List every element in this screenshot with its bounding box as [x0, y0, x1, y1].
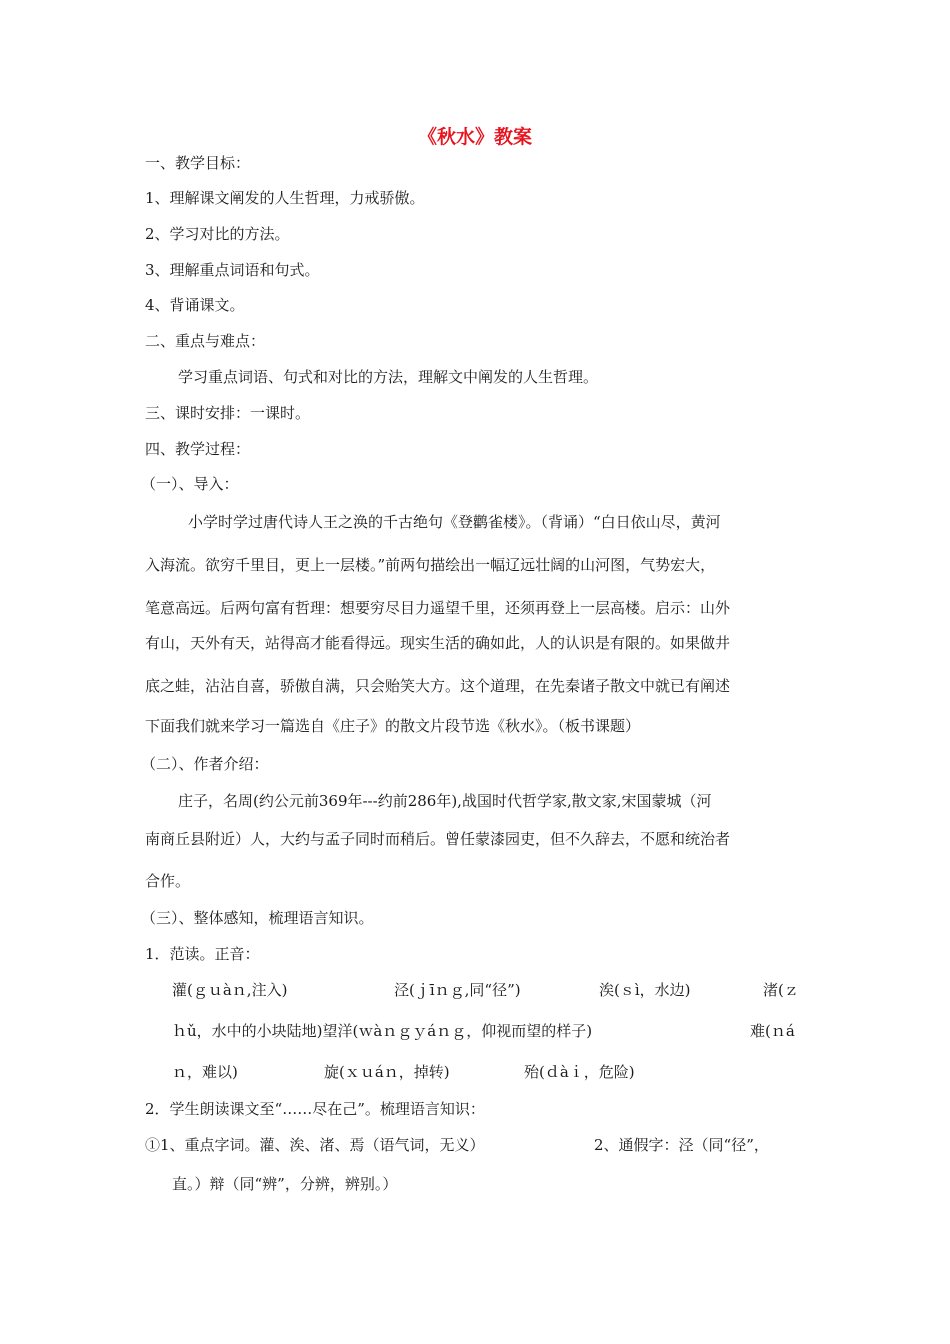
- author-line: 庄子，名周(约公元前369年---约前286年),战国时代哲学家,散文家,宋国蒙城（河: [178, 792, 712, 810]
- knowledge-loan-continued: 直。）辩（同“辨”，分辨，辨别。）: [172, 1175, 398, 1193]
- pinyin-zhu-start: 渚(ｚ: [763, 981, 799, 999]
- pinyin-zhu-wangyang: ｈǔ，水中的小块陆地)望洋(ｗàｎｇｙáｎｇ，仰视而望的样子): [172, 1022, 593, 1040]
- author-line: 合作。: [145, 872, 191, 890]
- pinyin-nan-start: 难(ｎá: [750, 1022, 795, 1040]
- subsection-heading-author: （二）、作者介绍：: [141, 755, 269, 773]
- intro-line: 底之蛙，沾沾自喜，骄傲自满，只会贻笑大方。这个道理，在先秦诸子散文中就已有阐述: [145, 677, 731, 695]
- subsection-heading-overall: （三）、整体感知，梳理语言知识。: [141, 909, 374, 927]
- key-points-text: 学习重点词语、句式和对比的方法，理解文中阐发的人生哲理。: [178, 368, 599, 386]
- section-heading-objectives: 一、教学目标：: [145, 154, 251, 172]
- pinyin-xuan: 旋(ｘｕáｎ，掉转): [324, 1063, 450, 1081]
- knowledge-key-words: ①1、重点字词。灌、涘、渚、焉（语气词，无义）: [145, 1136, 485, 1154]
- pinyin-jing: 泾(ｊīｎｇ,同“径”): [394, 981, 521, 999]
- step-reading: 1．范读。正音：: [145, 945, 260, 963]
- section-heading-key-points: 二、重点与难点：: [145, 332, 266, 350]
- section-heading-process: 四、教学过程：: [145, 440, 251, 458]
- intro-line: 有山，天外有天，站得高才能看得远。现实生活的确如此，人的认识是有限的。如果做井: [145, 634, 731, 652]
- pinyin-dai: 殆(ｄàｉ，危险): [524, 1063, 635, 1081]
- objective-item: 4、背诵课文。: [145, 296, 245, 314]
- document-title: 《秋水》教案: [417, 126, 532, 148]
- pinyin-guan: 灌(ｇｕàｎ,注入): [172, 981, 288, 999]
- subsection-heading-intro: （一）、导入：: [141, 475, 239, 493]
- objective-item: 3、理解重点词语和句式。: [145, 261, 320, 279]
- intro-line: 小学时学过唐代诗人王之涣的千古绝句《登鹳雀楼》。（背诵）“白日依山尽，黄河: [188, 513, 721, 531]
- objective-item: 2、学习对比的方法。: [145, 225, 290, 243]
- intro-line: 下面我们就来学习一篇选自《庄子》的散文片段节选《秋水》。（板书课题）: [145, 717, 641, 735]
- pinyin-nan-end: ｎ，难以): [172, 1063, 238, 1081]
- pinyin-si: 涘(ｓì，水边): [599, 981, 691, 999]
- intro-line: 入海流。欲穷千里目，更上一层楼。”前两句描绘出一幅辽远壮阔的山河图，气势宏大，: [145, 556, 716, 574]
- author-line: 南商丘县附近）人，大约与孟子同时而稍后。曾任蒙漆园吏，但不久辞去，不愿和统治者: [145, 830, 731, 848]
- knowledge-loan-characters: 2、通假字：泾（同“径”，: [594, 1136, 769, 1154]
- objective-item: 1、理解课文阐发的人生哲理，力戒骄傲。: [145, 189, 425, 207]
- step-student-reading: 2．学生朗读课文至“……尽在己”。梳理语言知识：: [145, 1100, 485, 1118]
- section-heading-schedule: 三、课时安排：一课时。: [145, 404, 311, 422]
- intro-line: 笔意高远。后两句富有哲理：想要穷尽目力遥望千里，还须再登上一层高楼。启示：山外: [145, 599, 731, 617]
